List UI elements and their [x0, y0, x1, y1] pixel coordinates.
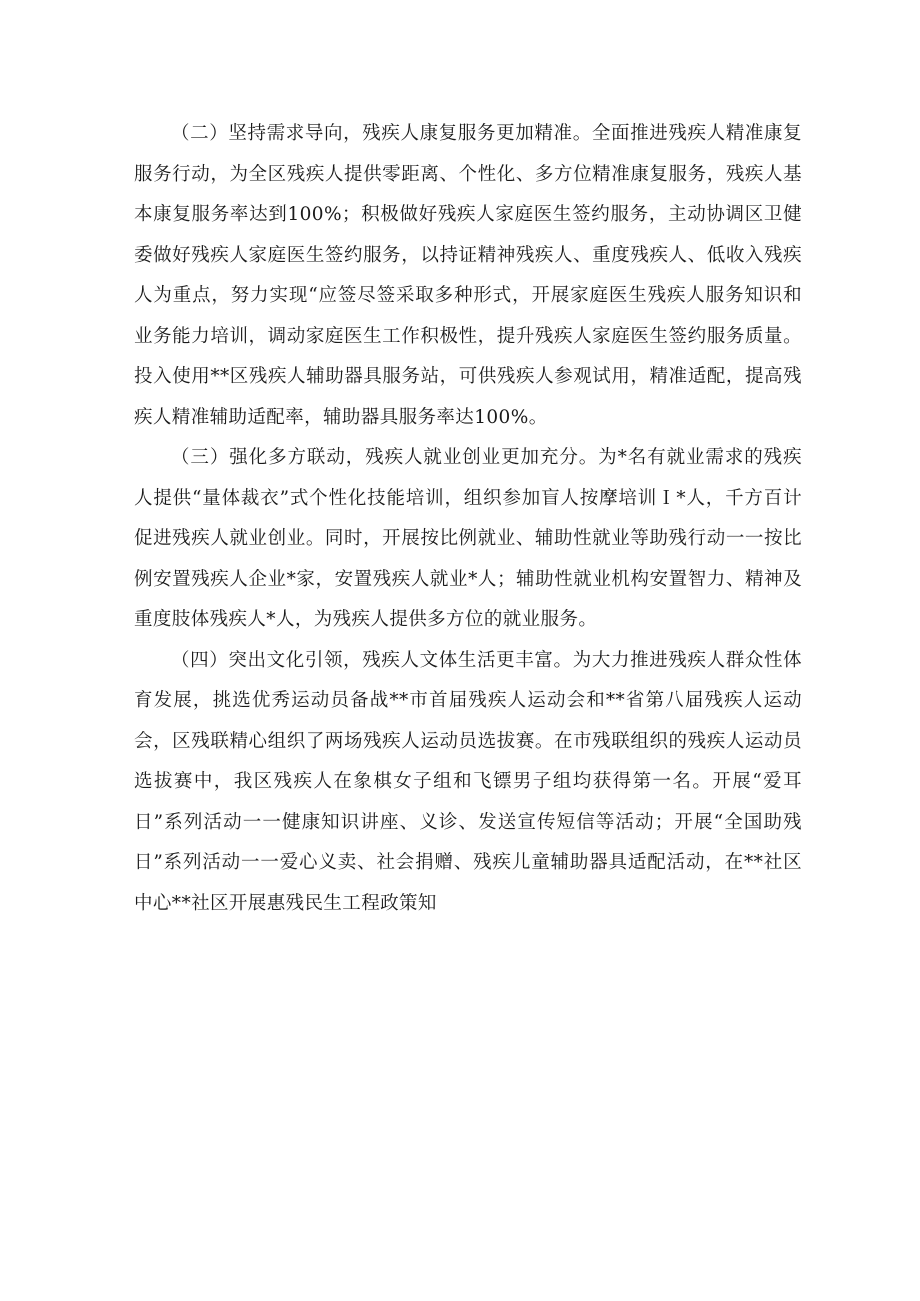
paragraph-rehabilitation: （二）坚持需求导向，残疾人康复服务更加精准。全面推进残疾人精准康复服务行动，为全区残疾人提供零距离、个性化、多方位精准康复服务，残疾人基本康复服务率达到100%；积极做好残疾人家庭医生签约服务，主动协调区卫健委做好残疾人家庭医生签约服务，以持证精神残疾人、重度残疾人、低收入残疾人为重点，努力实现“应签尽签采取多种形式，开展家庭医生残疾人服务知识和业务能力培训，调动家庭医生工作积极性，提升残疾人家庭医生签约服务质量。投入使用**区残疾人辅助器具服务站，可供残疾人参观试用，精准适配，提高残疾人精准辅助适配率，辅助器具服务率达100%。 [134, 123, 802, 428]
paragraph-employment: （三）强化多方联动，残疾人就业创业更加充分。为*名有就业需求的残疾人提供“量体裁衣”式个性化技能培训，组织参加盲人按摩培训Ｉ*人，千方百计促进残疾人就业创业。同时，开展按比例就业、辅助性就业等助残行动一一按比例安置残疾人企业*家，安置残疾人就业*人；辅助性就业机构安置智力、精神及重度肢体残疾人*人，为残疾人提供多方位的就业服务。 [134, 447, 802, 630]
paragraph-culture-sports: （四）突出文化引领，残疾人文体生活更丰富。为大力推进残疾人群众性体育发展，挑选优秀运动员备战**市首届残疾人运动会和**省第八届残疾人运动会，区残联精心组织了两场残疾人运动员选拔赛。在市残联组织的残疾人运动员选拔赛中，我区残疾人在象棋女子组和飞镖男子组均获得第一名。开展“爱耳日”系列活动一一健康知识讲座、义诊、发送宣传短信等活动；开展“全国助残日”系列活动一一爱心义卖、社会捐赠、残疾儿童辅助器具适配活动，在**社区中心**社区开展惠残民生工程政策知 [134, 649, 802, 914]
document-body [134, 114, 802, 924]
